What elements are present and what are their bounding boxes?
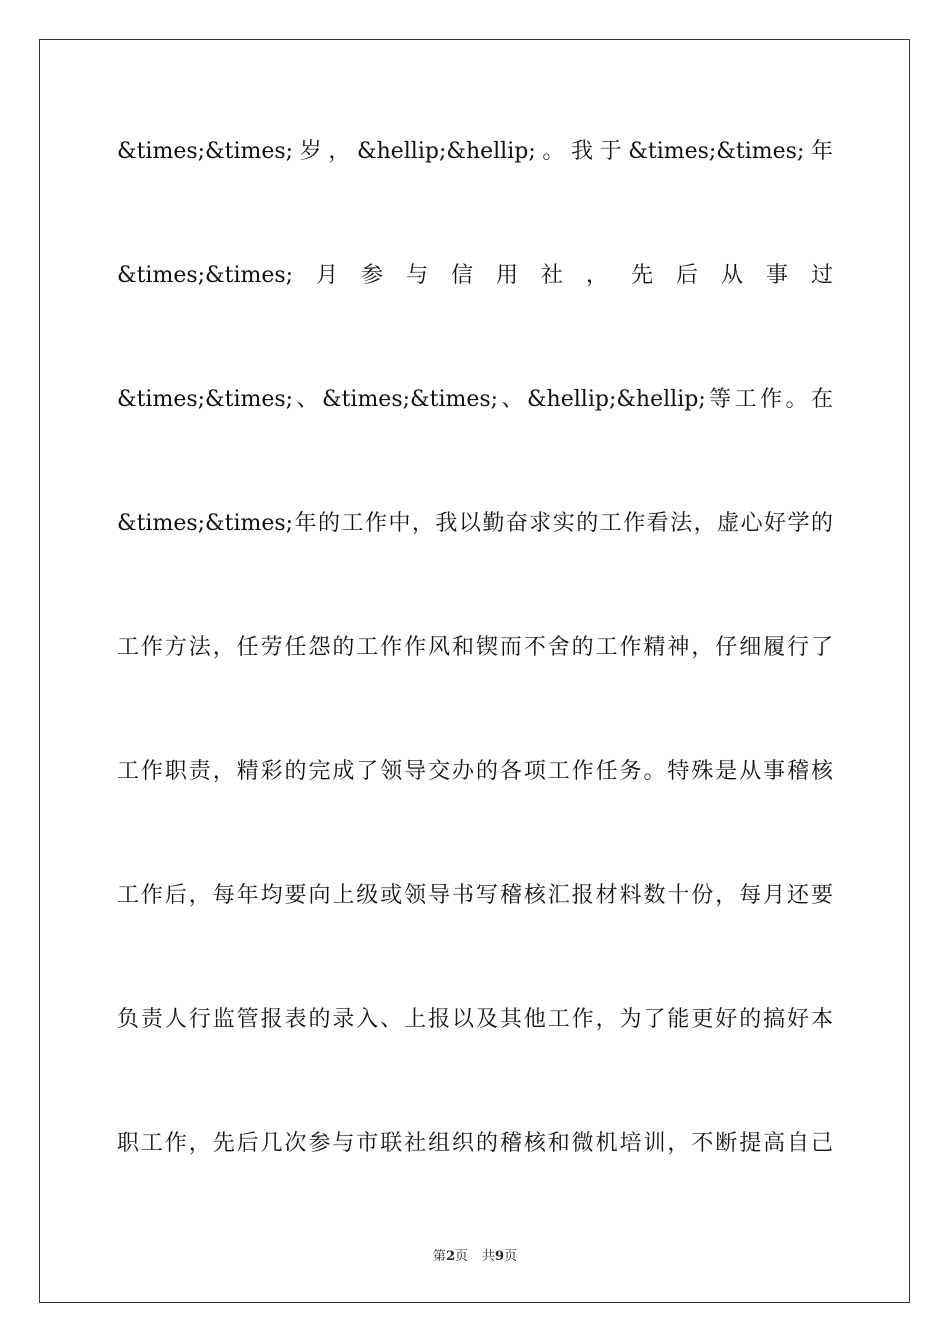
- text-line: 工作后，每年均要向上级或领导书写稽核汇报材料数十份，每月还要: [117, 883, 833, 908]
- page-total: 9: [495, 1249, 505, 1264]
- text-line: 工作方法，任劳任怨的工作作风和锲而不舍的工作精神，仔细履行了: [117, 635, 833, 660]
- text-line: 负责人行监管报表的录入、上报以及其他工作，为了能更好的搞好本: [117, 1007, 833, 1032]
- text-line: 职工作，先后几次参与市联社组织的稽核和微机培训，不断提高自己: [117, 1131, 833, 1156]
- text-line: &times;&times;月参与信用社，先后从事过: [117, 263, 833, 288]
- total-suffix: 页: [504, 1249, 518, 1264]
- page-suffix: 页: [454, 1249, 468, 1264]
- text-line: &times;&times;年的工作中，我以勤奋求实的工作看法，虚心好学的: [117, 511, 833, 536]
- page-footer: [0, 1247, 950, 1267]
- page-border: [39, 39, 910, 1303]
- text-line: 工作职责，精彩的完成了领导交办的各项工作任务。特殊是从事稽核: [117, 759, 833, 784]
- text-line: &times;&times;岁，&hellip;&hellip;。我于&times;&times;年: [117, 139, 833, 164]
- page-current: 2: [445, 1249, 455, 1264]
- text-line: &times;&times;、&times;&times;、&hellip;&hellip;等工作。在: [117, 387, 833, 412]
- total-prefix: 共: [482, 1249, 496, 1264]
- page-prefix: 第: [432, 1249, 446, 1264]
